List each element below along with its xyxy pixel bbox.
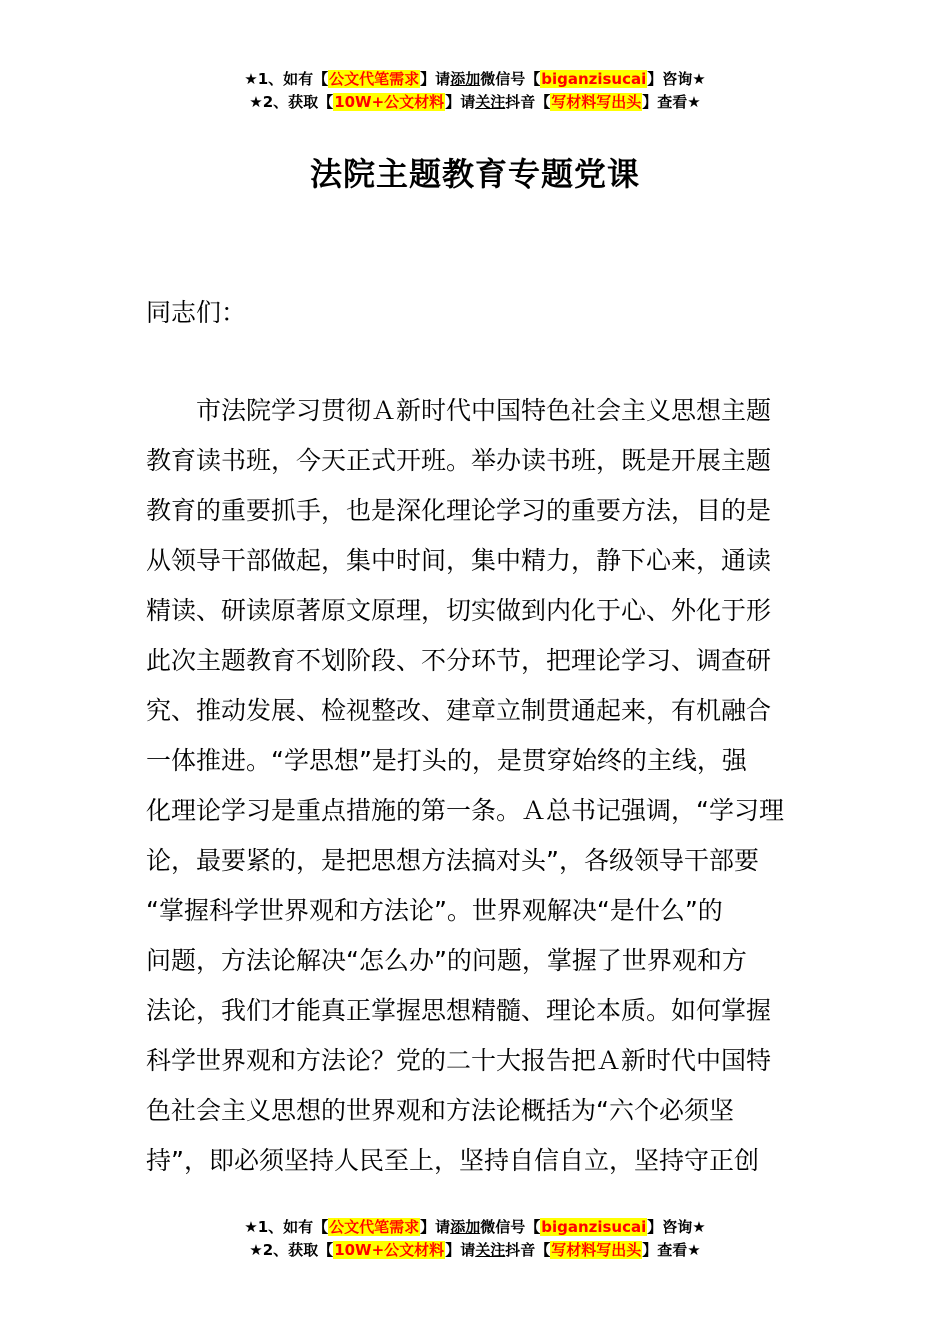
banner-highlight: 写材料写出头 bbox=[551, 93, 642, 111]
banner-text: 】请 bbox=[420, 1218, 451, 1236]
paragraph-line: 法论，我们才能真正掌握思想精髓、理论本质。如何掌握 bbox=[146, 996, 772, 1025]
banner-text: 】请 bbox=[445, 1241, 476, 1259]
banner-text: 】请 bbox=[445, 93, 476, 111]
greeting: 同志们： bbox=[146, 298, 247, 327]
paragraph-line: 从领导干部做起，集中时间，集中精力，静下心来，通读 bbox=[146, 546, 772, 575]
banner-line-2 bbox=[0, 1239, 950, 1262]
banner-text: ★1、如有【 bbox=[244, 70, 329, 88]
banner-text: ★1、如有【 bbox=[244, 1218, 329, 1236]
banner-highlight: 10W+公文材料 bbox=[334, 93, 445, 111]
banner-text: 】请 bbox=[420, 70, 451, 88]
banner-text: 】咨询★ bbox=[647, 1218, 706, 1236]
banner-line-1 bbox=[0, 68, 950, 91]
document-title: 法院主题教育专题党课 bbox=[309, 155, 640, 193]
banner-text: ★2、获取【 bbox=[249, 1241, 334, 1259]
banner-text: 微信号【 bbox=[480, 70, 541, 88]
paragraph-line: 化理论学习是重点措施的第一条。Ａ总书记强调，“学习理 bbox=[146, 796, 784, 825]
banner-text: ★2、获取【 bbox=[249, 93, 334, 111]
banner-highlight: biganzisucai bbox=[541, 1218, 647, 1236]
header-banner bbox=[0, 68, 950, 114]
paragraph-line: 此次主题教育不划阶段、不分环节，把理论学习、调查研 bbox=[146, 646, 772, 675]
banner-text: 微信号【 bbox=[480, 1218, 541, 1236]
paragraph-line: 持”，即必须坚持人民至上，坚持自信自立，坚持守正创 bbox=[146, 1146, 759, 1175]
paragraph-line: 精读、研读原著原文原理，切实做到内化于心、外化于形 bbox=[146, 596, 772, 625]
paragraph-line: 论，最要紧的，是把思想方法搞对头”，各级领导干部要 bbox=[146, 846, 759, 875]
banner-highlight: biganzisucai bbox=[541, 70, 647, 88]
paragraph-line: 一体推进。“学思想”是打头的，是贯穿始终的主线，强 bbox=[146, 746, 747, 775]
banner-text: 抖音【 bbox=[505, 93, 551, 111]
paragraph-line: “掌握科学世界观和方法论”。世界观解决“是什么”的 bbox=[146, 896, 723, 925]
banner-underlined: 添加 bbox=[450, 70, 481, 88]
body-paragraph bbox=[146, 386, 811, 1186]
paragraph-line: 色社会主义思想的世界观和方法论概括为“六个必须坚 bbox=[146, 1096, 734, 1125]
paragraph-line: 究、推动发展、检视整改、建章立制贯通起来，有机融合 bbox=[146, 696, 772, 725]
banner-line-1 bbox=[0, 1216, 950, 1239]
paragraph-line: 市法院学习贯彻Ａ新时代中国特色社会主义思想主题 bbox=[146, 396, 772, 425]
banner-underlined: 关注 bbox=[475, 93, 506, 111]
paragraph-line: 教育的重要抓手，也是深化理论学习的重要方法，目的是 bbox=[146, 496, 772, 525]
banner-text: 抖音【 bbox=[505, 1241, 551, 1259]
banner-line-2 bbox=[0, 91, 950, 114]
banner-text: 】咨询★ bbox=[647, 70, 706, 88]
banner-highlight: 公文代笔需求 bbox=[329, 70, 420, 88]
banner-highlight: 10W+公文材料 bbox=[334, 1241, 445, 1259]
paragraph-line: 科学世界观和方法论？党的二十大报告把Ａ新时代中国特 bbox=[146, 1046, 772, 1075]
banner-highlight: 公文代笔需求 bbox=[329, 1218, 420, 1236]
banner-text: 】查看★ bbox=[642, 1241, 701, 1259]
banner-underlined: 关注 bbox=[475, 1241, 506, 1259]
paragraph-line: 教育读书班，今天正式开班。举办读书班，既是开展主题 bbox=[146, 446, 772, 475]
banner-underlined: 添加 bbox=[450, 1218, 481, 1236]
footer-banner bbox=[0, 1216, 950, 1262]
banner-text: 】查看★ bbox=[642, 93, 701, 111]
banner-highlight: 写材料写出头 bbox=[551, 1241, 642, 1259]
paragraph-line: 问题，方法论解决“怎么办”的问题，掌握了世界观和方 bbox=[146, 946, 747, 975]
